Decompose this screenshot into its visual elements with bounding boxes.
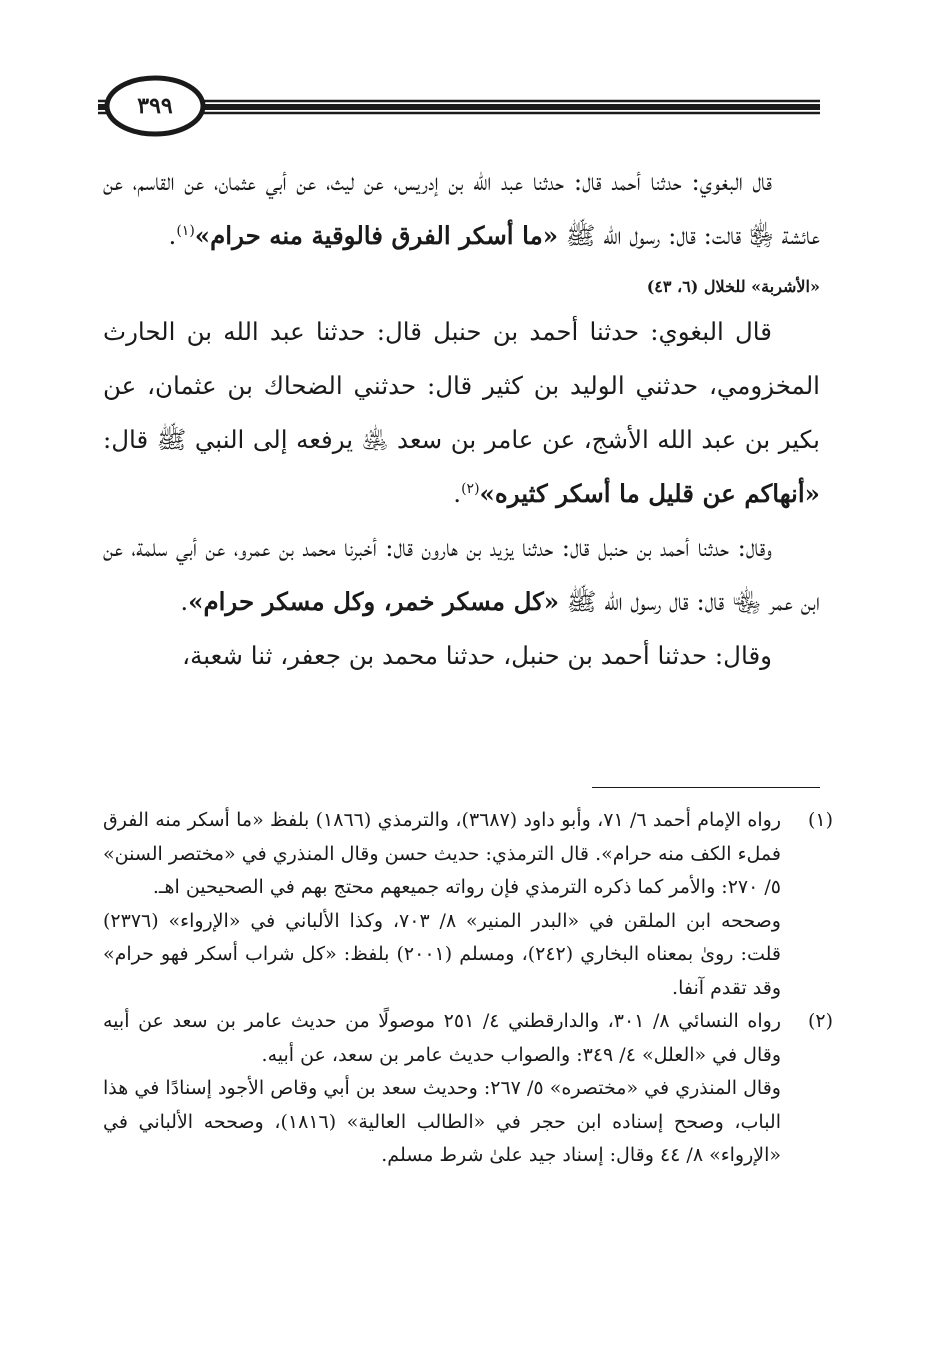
- page-header: [0, 0, 935, 150]
- paragraph-1: [103, 155, 820, 263]
- paragraph-1-text: قال البغوي: حدثنا أحمد قال: حدثنا عبد الله بن إدريس، عن ليث، عن أبي عثمان، عن القاسم، عن عائشة ﵂ قالت: قال: رسول الله ﷺ: [103, 167, 820, 250]
- paragraph-3-end: .: [180, 587, 189, 616]
- paragraph-3: [103, 521, 820, 629]
- paragraph-3-text: وقال: حدثنا أحمد بن حنبل قال: حدثنا يزيد بن هارون قال: أخبرنا محمد بن عمرو، عن أبي سلمة، عن ابن عمر ﵄ قال: قال رسول الله ﷺ: [103, 533, 820, 616]
- paragraph-2-end: .: [453, 479, 462, 508]
- footnote-2: [103, 1005, 833, 1173]
- paragraph-2: [103, 305, 820, 521]
- footnote-1-paragraph-1: رواه الإمام أحمد ٦/ ٧١، وأبو داود (٣٦٨٧)، والترمذي (١٨٦٦) بلفظ «ما أسكر منه الفرق فملء الكف منه حرام». قال الترمذي: حديث حسن وقال المنذري في «مختصر السنن» ٥/ ٢٧٠: والأمر كما ذكره الترمذي فإن رواته جميعهم محتج بهم في الصحيحين اهـ.: [103, 809, 781, 898]
- paragraph-2-text: قال البغوي: حدثنا أحمد بن حنبل قال: حدثنا عبد الله بن الحارث المخزومي، حدثني الوليد بن كثير قال: حدثني الضحاك بن عثمان، عن بكير بن عبد الله الأشج، عن عامر بن سعد ﵁ يرفعه إلى النبي ﷺ قال:: [103, 317, 820, 454]
- paragraph-1-end: .: [168, 221, 177, 250]
- footnote-ref-1[interactable]: (١): [176, 222, 195, 239]
- paragraph-1-hadith: «ما أسكر الفرق فالوقية منه حرام»: [194, 221, 559, 250]
- footnote-1-paragraph-2: وصححه ابن الملقن في «البدر المنير» ٨/ ٧٠٣، وكذا الألباني في «الإرواء» (٢٣٧٦) قلت: روىٰ بمعناه البخاري (٢٤٢)، ومسلم (٢٠٠١) بلفظ: «كل شراب أسكر فهو حرام» وقد تقدم آنفا.: [103, 909, 781, 999]
- footnote-1: [103, 804, 833, 1005]
- paragraph-2-hadith: «أنهاكم عن قليل ما أسكر كثيره»: [479, 479, 820, 508]
- main-text: [103, 155, 820, 683]
- footnote-ref-2[interactable]: (٢): [461, 480, 480, 497]
- paragraph-3-hadith: «كل مسكر خمر، وكل مسكر حرام»: [188, 587, 560, 616]
- footnote-2-number: (٢): [807, 1010, 833, 1032]
- footnotes: [103, 804, 833, 1173]
- footnote-1-number: (١): [807, 809, 833, 831]
- paragraph-4: وقال: حدثنا أحمد بن حنبل، حدثنا محمد بن جعفر، ثنا شعبة،: [182, 641, 772, 670]
- source-heading: «الأشربة» للخلال (٦، ٤٣): [646, 277, 820, 296]
- page-number: ٣٩٩: [137, 93, 173, 119]
- footnote-2-paragraph-1: رواه النسائي ٨/ ٣٠١، والدارقطني ٤/ ٢٥١ موصولًا من حديث عامر بن سعد عن أبيه وقال في «العلل» ٤/ ٣٤٩: والصواب حديث عامر بن سعد، عن أبيه.: [103, 1010, 781, 1066]
- footnote-divider: [592, 787, 820, 788]
- header-ornament: [0, 0, 935, 150]
- footnote-2-paragraph-2: وقال المنذري في «مختصره» ٥/ ٢٦٧: وحديث سعد بن أبي وقاص الأجود إسنادًا في هذا الباب، وصحح إسناده ابن حجر في «الطالب العالية» (١٨١٦)، وصححه الألباني في «الإرواء» ٨/ ٤٤ وقال: إسناد جيد علىٰ شرط مسلم.: [103, 1077, 781, 1166]
